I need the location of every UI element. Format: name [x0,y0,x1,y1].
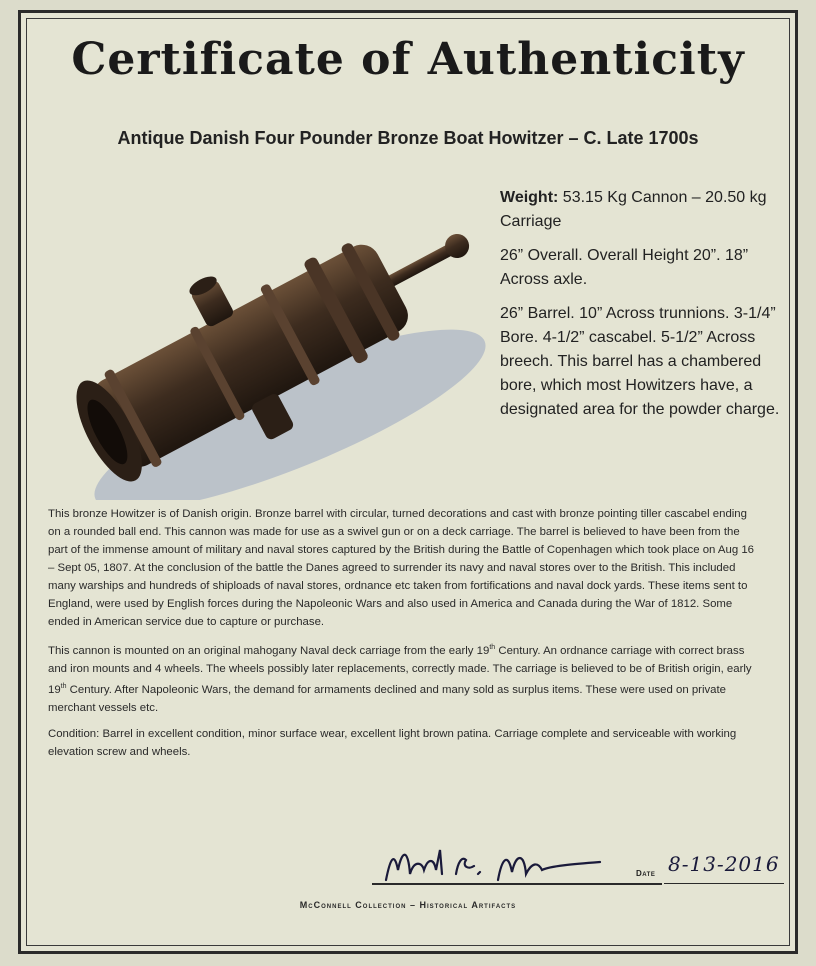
signature-line [372,883,662,885]
description-condition: Condition: Barrel in excellent condition, minor surface wear, excellent light brown patina. Carriage complete and serviceable with working elevation screw and wheels. [48,727,737,758]
carriage-text-3: Century. After Napoleonic Wars, the demand for armaments declined and many sold as surplus items. These were used on private merchant vessels etc. [48,683,727,714]
carriage-text-2: Century. An ordnance carriage with correct brass and iron mounts and 4 wheels. The wheels possibly later replacements, correctly made. The carriage is believed to be of British origin, early 19 [48,644,752,696]
certificate-subtitle: Antique Danish Four Pounder Bronze Boat Howitzer – C. Late 1700s [117,128,699,148]
collection-name: McConnell Collection – Historical Artifacts [299,900,517,910]
date-value: 8-13-2016 [668,852,780,876]
specifications [500,186,780,432]
description-carriage [48,639,756,717]
handwritten-signature [378,840,608,886]
carriage-sup-1: th [489,644,496,651]
carriage-sup-2: th [60,682,67,690]
spec-barrel: 26” Barrel. 10” Across trunnions. 3-1/4” Bore. 4-1/2” cascabel. 5-1/2” Across breech. This barrel has a chambered bore, which most Howitzers have, a designated area for the powder charge. [500,305,780,418]
cannon-image [40,180,500,500]
description [48,505,756,769]
description-origin: This bronze Howitzer is of Danish origin. Bronze barrel with circular, turned decorations and cast with bronze pointing tiller cascabel ending on a rounded ball end. This cannon was made for use as a swivel gun or on a deck carriage. The barrel is believed to have been from the part of the immense amount of military and naval stores captured by the British during the Battle of Copenhagen which took place on Aug 16 – Sept 05, 1807. At the conclusion of the battle the Danes agreed to surrender its navy and naval stores over to the British. This included many warships and hundreds of shiploads of naval stores, ordnance etc taken from fortifications and naval dock yards. These items sent to England, were used by English forces during the Napoleonic Wars and also used in America and Canada during the War of 1812. Some ended in American service due to capture or purchase. [48,508,755,628]
spec-weight-value: 53.15 Kg Cannon – 20.50 kg Carriage [500,189,767,230]
date-label: Date [636,869,656,878]
spec-overall: 26” Overall. Overall Height 20”. 18” Across axle. [500,247,749,288]
spec-weight [500,186,780,234]
certificate-title: Certificate of Authenticity [71,34,745,85]
date-underline [664,883,784,884]
carriage-text-1: This cannon is mounted on an original mahogany Naval deck carriage from the early 19 [48,644,490,657]
spec-weight-label: Weight: [500,189,559,206]
